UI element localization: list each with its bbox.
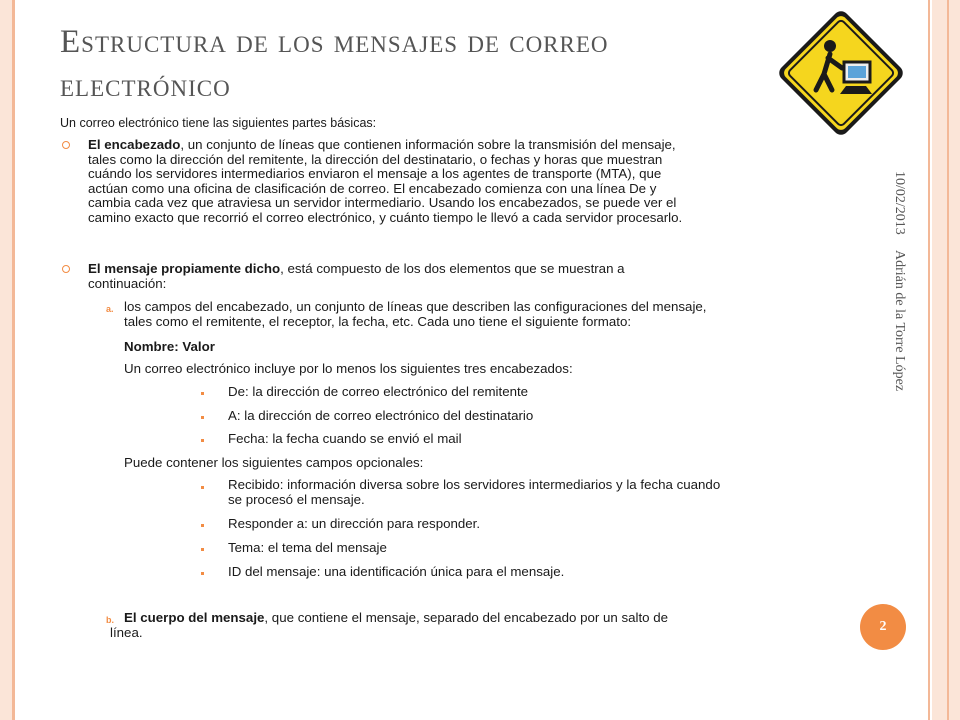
bullet-1-line-6: camino exacto que recorrió el correo electrónico, y cuánto tiempo le llevó a cada servidor procesarlo. [88,209,683,225]
sub-b-line-2: línea. [110,625,143,640]
square-bullet-icon [201,416,204,419]
bullet-1-bold: El encabezado [88,137,181,152]
bullet-2-line-2: continuación: [88,275,167,291]
construction-worker-sign-icon [770,2,912,144]
bullet-1-line-5: cambia cada vez que atraviesa un servidor intermediario. Usando los encabezados, se puede ver el [88,195,677,210]
optional-item [228,478,828,507]
page-number: 2 [860,604,906,650]
sub-b-text [124,611,824,626]
square-bullet-icon [201,548,204,551]
square-bullet-icon [201,524,204,527]
bullet-2 [88,262,828,291]
bullet-icon [60,138,74,152]
square-bullet-icon [201,439,204,442]
sub-b-bold: El cuerpo del mensaje [124,610,265,625]
bullet-1-line-2: tales como la dirección del remitente, la dirección del destinatario, o fechas y horas que muestran [88,151,663,167]
right-decor-bar [932,0,960,720]
left-decor-line [12,0,15,720]
bullet-icon [60,262,74,276]
optional-1-line-1: Recibido: información diversa sobre los servidores intermediarios y la fecha cuando [228,477,721,492]
optional-intro: Puede contener los siguientes campos opcionales: [124,455,424,470]
bullet-1-line-3: cuándo los servidores intermediarios enviaron el mensaje a los agentes de transporte (MTA), que [88,166,662,181]
sub-b-line-1: , que contiene el mensaje, separado del encabezado por un salto de [264,610,669,625]
side-author: Adrián de la Torre López [892,250,907,392]
left-decor-bar [0,0,12,720]
format-label: Nombre: Valor [124,339,215,354]
sub-a-text [124,300,844,329]
square-bullet-icon [201,486,204,489]
required-item: A: la dirección de correo electrónico del destinatario [228,408,534,423]
sub-a-marker: a. [106,304,114,314]
right-decor-line [928,0,930,720]
bullet-2-bold: El mensaje propiamente dicho [88,261,281,276]
sub-b-marker: b. [106,615,114,625]
bullet-1-line-4: actúan como una oficina de clasificación de correo. El encabezado comienza con una línea De y [88,180,657,196]
title-line-1: Estructura de los mensajes de correo [60,24,609,60]
optional-1-line-2: se procesó el mensaje. [228,491,365,507]
side-date: 10/02/2013 [892,171,907,235]
sub-a-line-2: tales como el remitente, el receptor, la fecha, etc. Cada uno tiene el siguiente formato: [124,313,632,329]
optional-item: ID del mensaje: una identificación única para el mensaje. [228,564,565,579]
right-decor-line [947,0,949,720]
slide-title [60,20,820,108]
square-bullet-icon [201,572,204,575]
bullet-2-line-1: , está compuesto de los dos elementos que se muestran a [280,261,625,276]
required-intro: Un correo electrónico incluye por lo menos los siguientes tres encabezados: [124,361,573,376]
title-line-2: electrónico [60,68,231,104]
required-item: Fecha: la fecha cuando se envió el mail [228,431,462,446]
required-item: De: la dirección de correo electrónico del remitente [228,384,529,399]
sub-a-line-1: los campos del encabezado, un conjunto de líneas que describen las configuraciones del mensaje, [124,299,707,314]
square-bullet-icon [201,392,204,395]
bullet-1-line-1: , un conjunto de líneas que contienen información sobre la transmisión del mensaje, [180,137,676,152]
intro-text: Un correo electrónico tiene las siguientes partes básicas: [60,116,377,130]
optional-item: Tema: el tema del mensaje [228,540,387,555]
bullet-1 [88,138,828,225]
optional-item: Responder a: un dirección para responder. [228,516,481,531]
